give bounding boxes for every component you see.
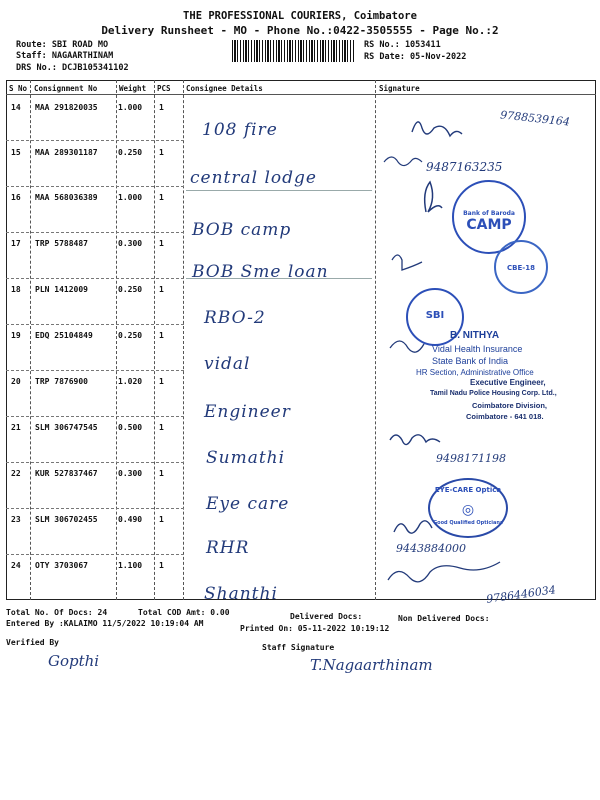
vidal-stamp-line: Vidal Health Insurance: [432, 344, 523, 354]
consignee-handwriting: vidal: [204, 354, 251, 374]
total-docs: Total No. Of Docs: 24: [6, 608, 108, 617]
bank-of-baroda-stamp: Bank of Baroda CAMP: [452, 180, 526, 254]
barcode: [232, 40, 354, 62]
entered-by: Entered By :KALAIMO 11/5/2022 10:19:04 AM: [6, 619, 204, 628]
header-signature: Signature: [379, 84, 420, 93]
delivered-docs: Delivered Docs:: [290, 612, 363, 621]
non-delivered-docs: Non Delivered Docs:: [398, 614, 490, 623]
drs-label: DRS No.: DCJB105341102: [16, 63, 129, 73]
runsheet-subtitle: Delivery Runsheet - MO - Phone No.:0422-3505555 - Page No.:2: [101, 24, 499, 37]
header-consignment: Consignment No: [34, 84, 98, 93]
rs-date: RS Date: 05-Nov-2022: [364, 52, 467, 62]
cbe-stamp: CBE-18: [494, 240, 548, 294]
vidal-stamp-line: State Bank of India: [432, 356, 509, 366]
total-cod: Total COD Amt: 0.00: [138, 608, 230, 617]
printed-on: Printed On: 05-11-2022 10:19:12: [240, 624, 390, 633]
phone-handwriting: 9487163235: [426, 160, 503, 174]
rs-number: RS No.: 1053411: [364, 40, 441, 50]
phone-handwriting: 9498171198: [436, 452, 506, 465]
engineer-stamp-line: Coimbatore - 641 018.: [466, 412, 544, 421]
consignee-handwriting: RHR: [206, 538, 250, 558]
phone-handwriting: 9786446034: [485, 583, 557, 606]
consignee-handwriting: Sumathi: [206, 448, 286, 468]
consignee-handwriting: BOB camp: [192, 220, 292, 240]
consignee-handwriting: RBO-2: [204, 308, 266, 328]
consignee-handwriting: central lodge: [190, 168, 317, 188]
header-pcs: PCS: [157, 84, 171, 93]
header-weight: Weight: [119, 84, 147, 93]
phone-handwriting: 9443884000: [396, 542, 466, 555]
company-title: THE PROFESSIONAL COURIERS, Coimbatore: [183, 10, 417, 22]
consignee-handwriting: Engineer: [204, 402, 291, 422]
staff-label: Staff: NAGAARTHINAM: [16, 51, 114, 61]
verified-by-label: Verified By: [6, 638, 59, 647]
route-label: Route: SBI ROAD MO: [16, 40, 109, 50]
staff-signature: T.Nagaarthinam: [310, 656, 433, 674]
verified-signature: Gopthi: [48, 652, 100, 670]
engineer-stamp-line: Tamil Nadu Police Housing Corp. Ltd.,: [430, 390, 557, 397]
staff-signature-label: Staff Signature: [262, 643, 335, 652]
vidal-stamp-line: HR Section, Administrative Office: [416, 368, 534, 377]
engineer-stamp-line: Coimbatore Division,: [472, 401, 548, 410]
consignee-handwriting: Shanthi: [204, 584, 278, 604]
consignee-handwriting: 108 fire: [202, 120, 278, 140]
engineer-stamp-line: Executive Engineer,: [470, 378, 546, 387]
eye-care-stamp: EYE-CARE Optica ◎ Good Qualified Opticians: [428, 478, 508, 538]
nithya-stamp: B. NITHYA: [450, 330, 500, 341]
consignee-handwriting: BOB Sme loan: [192, 262, 329, 282]
header-consignee: Consignee Details: [186, 84, 263, 93]
consignee-handwriting: Eye care: [206, 494, 290, 514]
sbi-stamp: SBI: [406, 288, 464, 346]
phone-handwriting: 9788539164: [499, 108, 571, 129]
header-sno: S No: [9, 84, 28, 93]
